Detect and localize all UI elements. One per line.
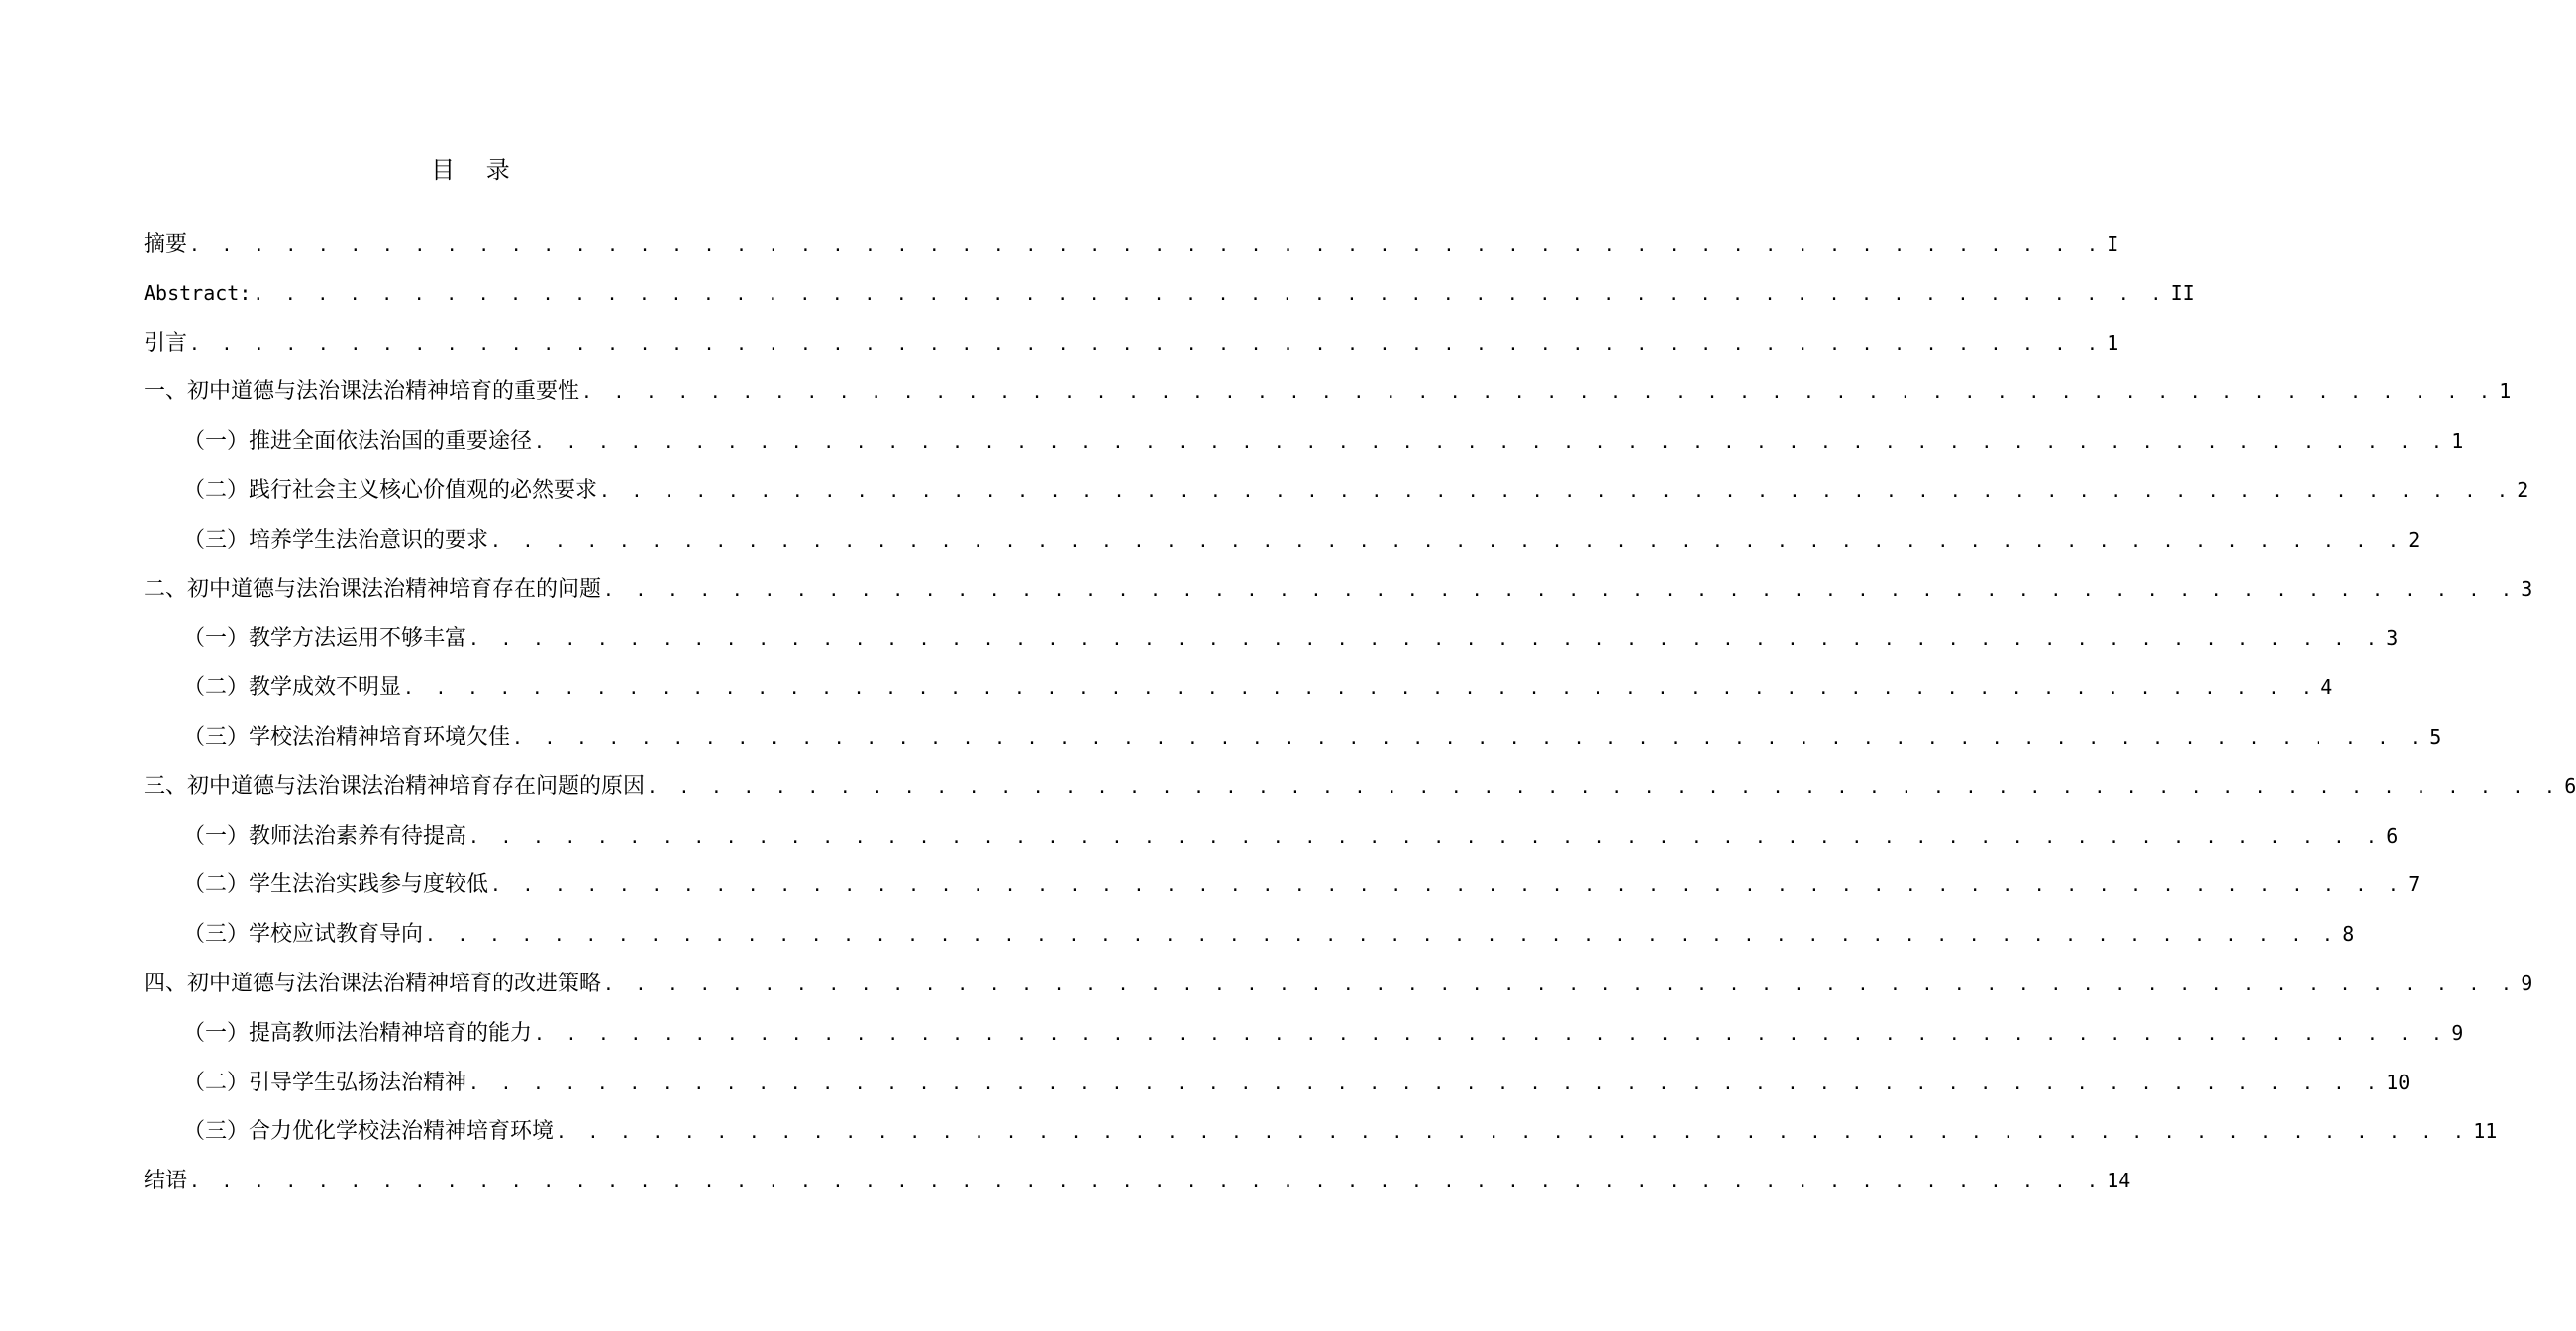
toc-entry-label: （一）教学方法运用不够丰富 <box>183 626 467 652</box>
toc-page-number: I <box>2107 232 2119 256</box>
toc-dot-leader: . . . . . . . . . . . . . . . . . . . . . . . . . . . . . . . . . . . . . . . . . . . . . . . . . . . . . . . . . . . . <box>403 678 2318 700</box>
toc-entry-label: （二）引导学生弘扬法治精神 <box>183 1070 467 1095</box>
toc-entry-section-4-1[interactable] <box>144 1009 2464 1059</box>
toc-dot-leader: . . . . . . . . . . . . . . . . . . . . . . . . . . . . . . . . . . . . . . . . . . . . . . . . . . . . . . . . . . . . <box>189 1172 2104 1193</box>
toc-dot-leader: . . . . . . . . . . . . . . . . . . . . . . . . . . . . . . . . . . . . . . . . . . . . . . . . . . . . . . . . . . . . <box>647 776 2561 798</box>
toc-dot-leader: . . . . . . . . . . . . . . . . . . . . . . . . . . . . . . . . . . . . . . . . . . . . . . . . . . . . . . . . . . . . <box>556 1122 2470 1144</box>
toc-entry-label: （三）学校法治精神培育环境欠佳 <box>183 724 511 750</box>
toc-page-number: 9 <box>2521 971 2533 995</box>
toc-dot-leader: . . . . . . . . . . . . . . . . . . . . . . . . . . . . . . . . . . . . . . . . . . . . . . . . . . . . . . . . . . . . <box>603 579 2518 601</box>
toc-entry-label: （三）学校应试教育导向 <box>183 922 424 948</box>
toc-page-number: 8 <box>2342 922 2355 947</box>
toc-page-number: 11 <box>2473 1119 2498 1144</box>
toc-entry-chapter-1[interactable] <box>144 367 2512 417</box>
toc-entry-label: （一）提高教师法治精神培育的能力 <box>183 1020 533 1046</box>
toc-entry-conclusion[interactable] <box>144 1157 2131 1206</box>
toc-entry-label: （一）教师法治素养有待提高 <box>183 823 467 849</box>
toc-page-number: 7 <box>2408 872 2421 897</box>
toc-page-number: 1 <box>2451 429 2464 454</box>
toc-dot-leader: . . . . . . . . . . . . . . . . . . . . . . . . . . . . . . . . . . . . . . . . . . . . . . . . . . . . . . . . . . . . <box>534 1023 2448 1045</box>
toc-page-number: 10 <box>2386 1070 2411 1094</box>
toc-dot-leader: . . . . . . . . . . . . . . . . . . . . . . . . . . . . . . . . . . . . . . . . . . . . . . . . . . . . . . . . . . . . <box>468 1073 2383 1094</box>
toc-dot-leader: . . . . . . . . . . . . . . . . . . . . . . . . . . . . . . . . . . . . . . . . . . . . . . . . . . . . . . . . . . . . <box>468 826 2383 848</box>
toc-entry-section-1-2[interactable] <box>144 466 2529 516</box>
toc-dot-leader: . . . . . . . . . . . . . . . . . . . . . . . . . . . . . . . . . . . . . . . . . . . . . . . . . . . . . . . . . . . . <box>581 382 2496 404</box>
toc-entry-section-4-3[interactable] <box>144 1107 2498 1157</box>
table-of-contents <box>144 220 2576 1206</box>
toc-page-number: 1 <box>2107 330 2119 355</box>
toc-dot-leader: . . . . . . . . . . . . . . . . . . . . . . . . . . . . . . . . . . . . . . . . . . . . . . . . . . . . . . . . . . . . <box>490 875 2405 897</box>
toc-entry-section-1-1[interactable] <box>144 417 2464 466</box>
toc-page-number: 6 <box>2386 823 2399 848</box>
toc-page-number: 2 <box>2408 527 2421 552</box>
toc-page-number: 3 <box>2521 576 2533 601</box>
toc-entry-label: （二）教学成效不明显 <box>183 675 402 701</box>
toc-dot-leader: . . . . . . . . . . . . . . . . . . . . . . . . . . . . . . . . . . . . . . . . . . . . . . . . . . . . . . . . . . . . <box>253 283 2167 305</box>
toc-dot-leader: . . . . . . . . . . . . . . . . . . . . . . . . . . . . . . . . . . . . . . . . . . . . . . . . . . . . . . . . . . . . <box>490 530 2405 552</box>
page-title: 目 录 <box>431 156 522 184</box>
toc-entry-introduction[interactable] <box>144 319 2119 368</box>
toc-entry-label: （三）合力优化学校法治精神培育环境 <box>183 1119 555 1145</box>
toc-entry-label: 四、初中道德与法治课法治精神培育的改进策略 <box>144 971 602 996</box>
toc-entry-chapter-2[interactable] <box>144 565 2533 615</box>
toc-page-number: II <box>2170 280 2195 305</box>
toc-entry-label: 二、初中道德与法治课法治精神培育存在的问题 <box>144 576 602 602</box>
toc-dot-leader: . . . . . . . . . . . . . . . . . . . . . . . . . . . . . . . . . . . . . . . . . . . . . . . . . . . . . . . . . . . . <box>468 629 2383 651</box>
toc-entry-chapter-4[interactable] <box>144 960 2533 1009</box>
toc-entry-label: （二）学生法治实践参与度较低 <box>183 872 489 898</box>
toc-entry-section-3-2[interactable] <box>144 861 2421 910</box>
toc-dot-leader: . . . . . . . . . . . . . . . . . . . . . . . . . . . . . . . . . . . . . . . . . . . . . . . . . . . . . . . . . . . . <box>512 727 2426 749</box>
toc-dot-leader: . . . . . . . . . . . . . . . . . . . . . . . . . . . . . . . . . . . . . . . . . . . . . . . . . . . . . . . . . . . . <box>534 432 2448 454</box>
toc-entry-section-3-3[interactable] <box>144 910 2355 960</box>
toc-entry-abstract-cn[interactable] <box>144 220 2119 269</box>
toc-page-number: 5 <box>2429 724 2442 749</box>
toc-entry-label: 一、初中道德与法治课法治精神培育的重要性 <box>144 379 580 405</box>
toc-entry-label: （三）培养学生法治意识的要求 <box>183 527 489 553</box>
toc-entry-label: Abstract: <box>144 280 252 305</box>
toc-dot-leader: . . . . . . . . . . . . . . . . . . . . . . . . . . . . . . . . . . . . . . . . . . . . . . . . . . . . . . . . . . . . <box>189 235 2104 256</box>
toc-page-number: 1 <box>2499 379 2512 404</box>
toc-entry-label: 引言 <box>144 330 188 356</box>
toc-entry-section-4-2[interactable] <box>144 1059 2411 1108</box>
toc-entry-label: （一）推进全面依法治国的重要途径 <box>183 429 533 455</box>
toc-entry-section-2-1[interactable] <box>144 614 2399 664</box>
toc-page-number: 2 <box>2517 477 2529 502</box>
toc-page-number: 6 <box>2564 773 2576 798</box>
toc-entry-section-2-3[interactable] <box>144 713 2442 763</box>
toc-entry-label: 摘要 <box>144 232 188 256</box>
toc-entry-label: 结语 <box>144 1169 188 1194</box>
toc-page-number: 4 <box>2320 675 2333 700</box>
toc-entry-label: （二）践行社会主义核心价值观的必然要求 <box>183 477 598 503</box>
toc-page-number: 14 <box>2107 1169 2131 1193</box>
toc-dot-leader: . . . . . . . . . . . . . . . . . . . . . . . . . . . . . . . . . . . . . . . . . . . . . . . . . . . . . . . . . . . . <box>599 480 2514 502</box>
toc-entry-section-3-1[interactable] <box>144 812 2399 862</box>
toc-entry-section-2-2[interactable] <box>144 664 2333 713</box>
toc-entry-abstract-en[interactable] <box>144 269 2195 319</box>
toc-dot-leader: . . . . . . . . . . . . . . . . . . . . . . . . . . . . . . . . . . . . . . . . . . . . . . . . . . . . . . . . . . . . <box>603 973 2518 995</box>
toc-entry-label: 三、初中道德与法治课法治精神培育存在问题的原因 <box>144 773 646 799</box>
toc-page-number: 3 <box>2386 626 2399 651</box>
toc-entry-chapter-3[interactable] <box>144 763 2576 812</box>
toc-dot-leader: . . . . . . . . . . . . . . . . . . . . . . . . . . . . . . . . . . . . . . . . . . . . . . . . . . . . . . . . . . . . <box>189 333 2104 355</box>
toc-entry-section-1-3[interactable] <box>144 516 2421 565</box>
toc-page-number: 9 <box>2451 1020 2464 1045</box>
toc-dot-leader: . . . . . . . . . . . . . . . . . . . . . . . . . . . . . . . . . . . . . . . . . . . . . . . . . . . . . . . . . . . . <box>425 925 2339 947</box>
